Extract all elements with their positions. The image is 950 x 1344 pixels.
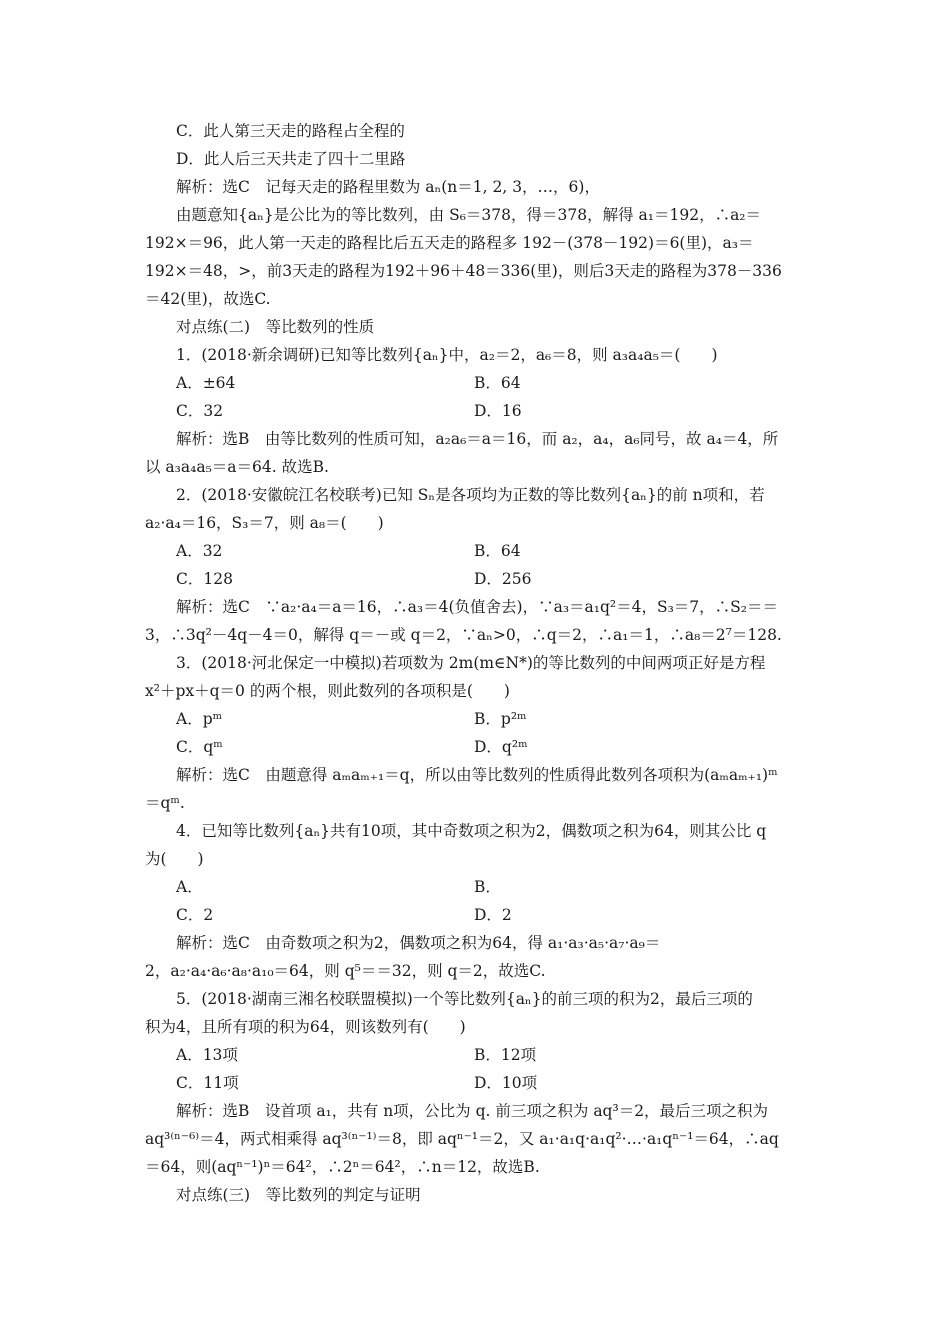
text-line: [0, 761, 950, 789]
line-text: ＝42(里)，故选C.: [145, 290, 271, 308]
option-b: B．: [474, 878, 501, 896]
line-text: 对点练(二) 等比数列的性质: [176, 318, 375, 336]
option-d: D．q²ᵐ: [474, 738, 528, 756]
option-b: B．12项: [474, 1046, 537, 1064]
line-text: 解析：选C 由奇数项之积为2，偶数项之积为64，得 a₁·a₃·a₅·a₇·a₉＝: [176, 934, 661, 952]
line-text: 3．(2018·河北保定一中模拟)若项数为 2m(m∈N*)的等比数列的中间两项正好是方程: [176, 654, 766, 672]
option-c: C．qᵐ: [176, 738, 223, 756]
text-line: [0, 789, 950, 817]
text-line: [0, 453, 950, 481]
option-row: [0, 565, 950, 593]
line-text: x²＋px＋q＝0 的两个根，则此数列的各项积是( ): [145, 682, 510, 700]
line-text: 2．(2018·安徽皖江名校联考)已知 Sₙ是各项均为正数的等比数列{aₙ}的前 n项和，若: [176, 486, 765, 504]
line-text: 解析：选C 由题意得 aₘaₘ₊₁＝q，所以由等比数列的性质得此数列各项积为(aₘaₘ₊₁)ᵐ: [176, 766, 778, 784]
option-row: [0, 537, 950, 565]
line-text: ＝64，则(aqⁿ⁻¹)ⁿ＝64²，∴2ⁿ＝64²，∴n＝12，故选B.: [145, 1158, 540, 1176]
line-text: 解析：选C 记每天走的路程里数为 aₙ(n＝1, 2, 3，…，6)，: [176, 178, 600, 196]
option-a: A．32: [176, 542, 223, 560]
line-text: C．此人第三天走的路程占全程的: [176, 122, 405, 140]
line-text: 解析：选B 由等比数列的性质可知，a₂a₆＝a＝16，而 a₂，a₄，a₆同号，故 a₄＝4，所: [176, 430, 779, 448]
section-heading: [0, 313, 950, 341]
line-text: 为( ): [145, 850, 204, 868]
text-line: [0, 929, 950, 957]
option-b: B．64: [474, 374, 521, 392]
option-row: [0, 705, 950, 733]
option-row: [0, 1069, 950, 1097]
option-a: A．: [176, 878, 203, 896]
option-c: C．32: [176, 402, 224, 420]
option-b: B．64: [474, 542, 521, 560]
line-text: D．此人后三天共走了四十二里路: [176, 150, 406, 168]
text-line: [0, 957, 950, 985]
option-row: [0, 873, 950, 901]
text-line: [0, 593, 950, 621]
line-text: 对点练(三) 等比数列的判定与证明: [176, 1186, 421, 1204]
line-text: aq³⁽ⁿ⁻⁶⁾＝4，两式相乘得 aq³⁽ⁿ⁻¹⁾＝8，即 aqⁿ⁻¹＝2，又 a₁·a₁q·a₁q²·…·a₁qⁿ⁻¹＝64，∴aq: [145, 1130, 779, 1148]
line-text: ＝qᵐ.: [145, 794, 185, 812]
text-line: [0, 257, 950, 285]
line-text: 2，a₂·a₄·a₆·a₈·a₁₀＝64，则 q⁵＝＝32，则 q＝2，故选C.: [145, 962, 546, 980]
line-text: 积为4，且所有项的积为64，则该数列有( ): [145, 1018, 466, 1036]
text-line: [0, 201, 950, 229]
line-text: 4．已知等比数列{aₙ}共有10项，其中奇数项之积为2，偶数项之积为64，则其公比 q: [176, 822, 767, 840]
option-d: D．2: [474, 906, 512, 924]
text-line: [0, 621, 950, 649]
text-line: [0, 1153, 950, 1181]
line-text: 3，∴3q²－4q－4＝0，解得 q＝－或 q＝2，∵aₙ>0，∴q＝2，∴a₁＝1，∴a₈＝2⁷＝128.: [145, 626, 782, 644]
line-text: 1．(2018·新余调研)已知等比数列{aₙ}中，a₂＝2，a₆＝8，则 a₃a₄a₅＝( ): [176, 346, 718, 364]
line-text: 解析：选C ∵a₂·a₄＝a＝16，∴a₃＝4(负值舍去)，∵a₃＝a₁q²＝4，S₃＝7，∴S₂＝＝: [176, 598, 779, 616]
line-text: a₂·a₄＝16，S₃＝7，则 a₈＝( ): [145, 514, 384, 532]
option-row: [0, 369, 950, 397]
text-line: [0, 1125, 950, 1153]
line-text: 192×＝48，>，前3天走的路程为192＋96＋48＝336(里)，则后3天走的路程为378－336: [145, 262, 782, 280]
option-row: [0, 733, 950, 761]
text-line: [0, 677, 950, 705]
text-line: [0, 145, 950, 173]
option-d: D．256: [474, 570, 532, 588]
question-line: [0, 481, 950, 509]
line-text: 解析：选B 设首项 a₁，共有 n项，公比为 q. 前三项之积为 aq³＝2，最后三项之积为: [176, 1102, 769, 1120]
question-line: [0, 341, 950, 369]
text-line: [0, 845, 950, 873]
text-line: [0, 509, 950, 537]
option-row: [0, 1041, 950, 1069]
option-c: C．128: [176, 570, 233, 588]
section-heading: [0, 1181, 950, 1209]
question-line: [0, 985, 950, 1013]
option-row: [0, 397, 950, 425]
option-c: C．11项: [176, 1074, 239, 1092]
text-line: [0, 229, 950, 257]
option-b: B．p²ᵐ: [474, 710, 527, 728]
option-d: D．16: [474, 402, 522, 420]
text-line: [0, 1013, 950, 1041]
option-c: C．2: [176, 906, 214, 924]
text-line: [0, 285, 950, 313]
text-line: [0, 1097, 950, 1125]
option-row: [0, 901, 950, 929]
line-text: 5．(2018·湖南三湘名校联盟模拟)一个等比数列{aₙ}的前三项的积为2，最后三项的: [176, 990, 753, 1008]
line-text: 由题意知{aₙ}是公比为的等比数列，由 S₆＝378，得＝378，解得 a₁＝192，∴a₂＝: [176, 206, 762, 224]
line-text: 以 a₃a₄a₅＝a＝64. 故选B.: [145, 458, 329, 476]
option-a: A．13项: [176, 1046, 238, 1064]
question-line: [0, 649, 950, 677]
text-line: [0, 173, 950, 201]
question-line: [0, 817, 950, 845]
text-line: [0, 425, 950, 453]
option-a: A．±64: [176, 374, 236, 392]
option-a: A．pᵐ: [176, 710, 223, 728]
option-d: D．10项: [474, 1074, 538, 1092]
text-line: [0, 117, 950, 145]
line-text: 192×＝96，此人第一天走的路程比后五天走的路程多 192－(378－192)＝6(里)，a₃＝: [145, 234, 754, 252]
